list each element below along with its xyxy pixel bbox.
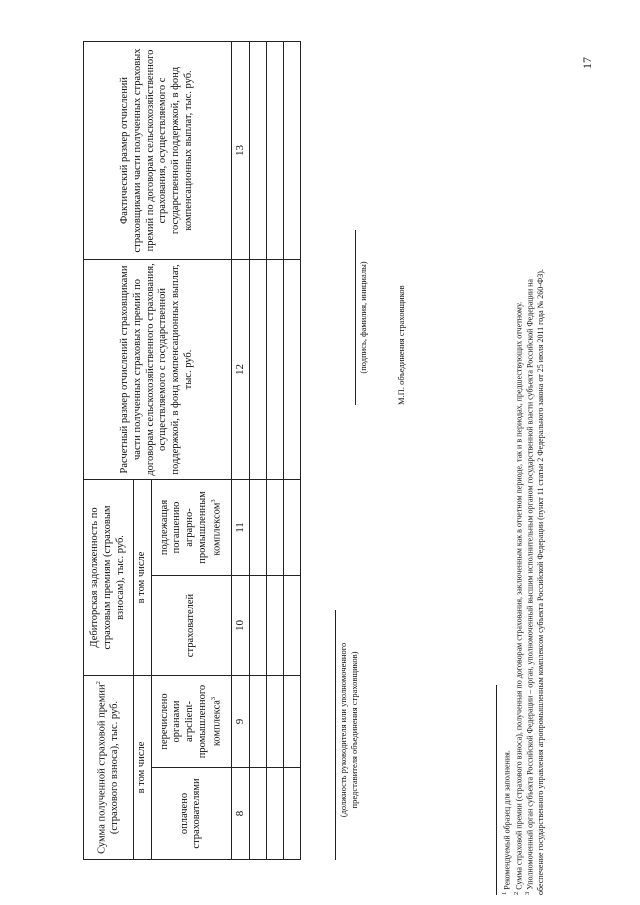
header-premium-sum: Сумма полученной страховой премии$^2$ (страхового взноса), тыс. руб. — [84, 676, 134, 860]
header-receivables: Дебиторская задолженность по страховым премиям (страховым взносам), тыс. руб. — [84, 479, 134, 675]
footnote: $^1$ Рекомендуемый образец для заполнения. — [501, 750, 512, 895]
report-table — [83, 41, 301, 860]
name-signature-line — [355, 230, 356, 405]
column-number: 12 — [231, 259, 249, 479]
position-signature-line — [335, 610, 336, 860]
table-row — [250, 41, 267, 859]
footnote-continuation: обеспечение государственного управления агропромышленным комплексом субъекта Российской Федерации (пункт 11 статьи 2 Федерального закона от 25 июля 2011 года № 260-ФЗ). — [535, 269, 545, 895]
footnotes — [496, 269, 546, 895]
signature-caption: (подпись, фамилия, инициалы) — [358, 261, 368, 374]
header-to-repay: подлежащая погашению аграрно-промышленным комплексом$^3$ — [151, 479, 231, 575]
table-row — [267, 41, 284, 859]
header-transferred-by-agro-bodies: перечислено органами агрclient-промышленного комплекса$^3$ — [151, 676, 231, 768]
stamp-label: М.П. объединения страховщиков — [396, 285, 406, 405]
table-row — [284, 41, 301, 859]
header-including-receivables: в том числе — [134, 479, 152, 675]
footnote-separator — [496, 685, 497, 895]
header-including-premium: в том числе — [134, 676, 152, 860]
position-caption: (должность руководителя или уполномоченного представителя объединения страховщиков) — [338, 642, 359, 818]
column-number: 8 — [231, 768, 249, 860]
page-number: 17 — [580, 57, 594, 69]
header-insurers: страхователей — [151, 576, 231, 676]
column-number: 10 — [231, 576, 249, 676]
column-number: 9 — [231, 676, 249, 768]
column-number: 11 — [231, 479, 249, 575]
column-number: 13 — [231, 41, 249, 259]
footnote: $^3$ Уполномоченный орган субъекта Российской Федерации – орган, уполномоченный высшим исполнительным органом государственной власти субъекта Российской Федерации на — [524, 279, 535, 895]
header-paid-by-insurers: оплачено страхователями — [151, 768, 231, 860]
footnote: $^2$ Сумма страховой премии (страхового взноса), полученная по договорам страхования, заключенным как в отчетном периоде, так и в периодах, предшествующих отчетному. — [512, 301, 524, 895]
header-calculated-deductions: Расчетный размер отчислений страховщиками части полученных страховых премий по договорам сельскохозяйственного страхования, осуществляемого с государственной поддержкой, в фонд компенсационных выплат, тыс. руб. — [84, 259, 232, 479]
header-actual-deductions: Фактический размер отчислений страховщиками части полученных страховых премий по договорам сельскохозяйственного страхования, осуществляемого с государственной поддержкой, в фонд компенсационных выплат, тыс. руб. — [84, 41, 232, 259]
